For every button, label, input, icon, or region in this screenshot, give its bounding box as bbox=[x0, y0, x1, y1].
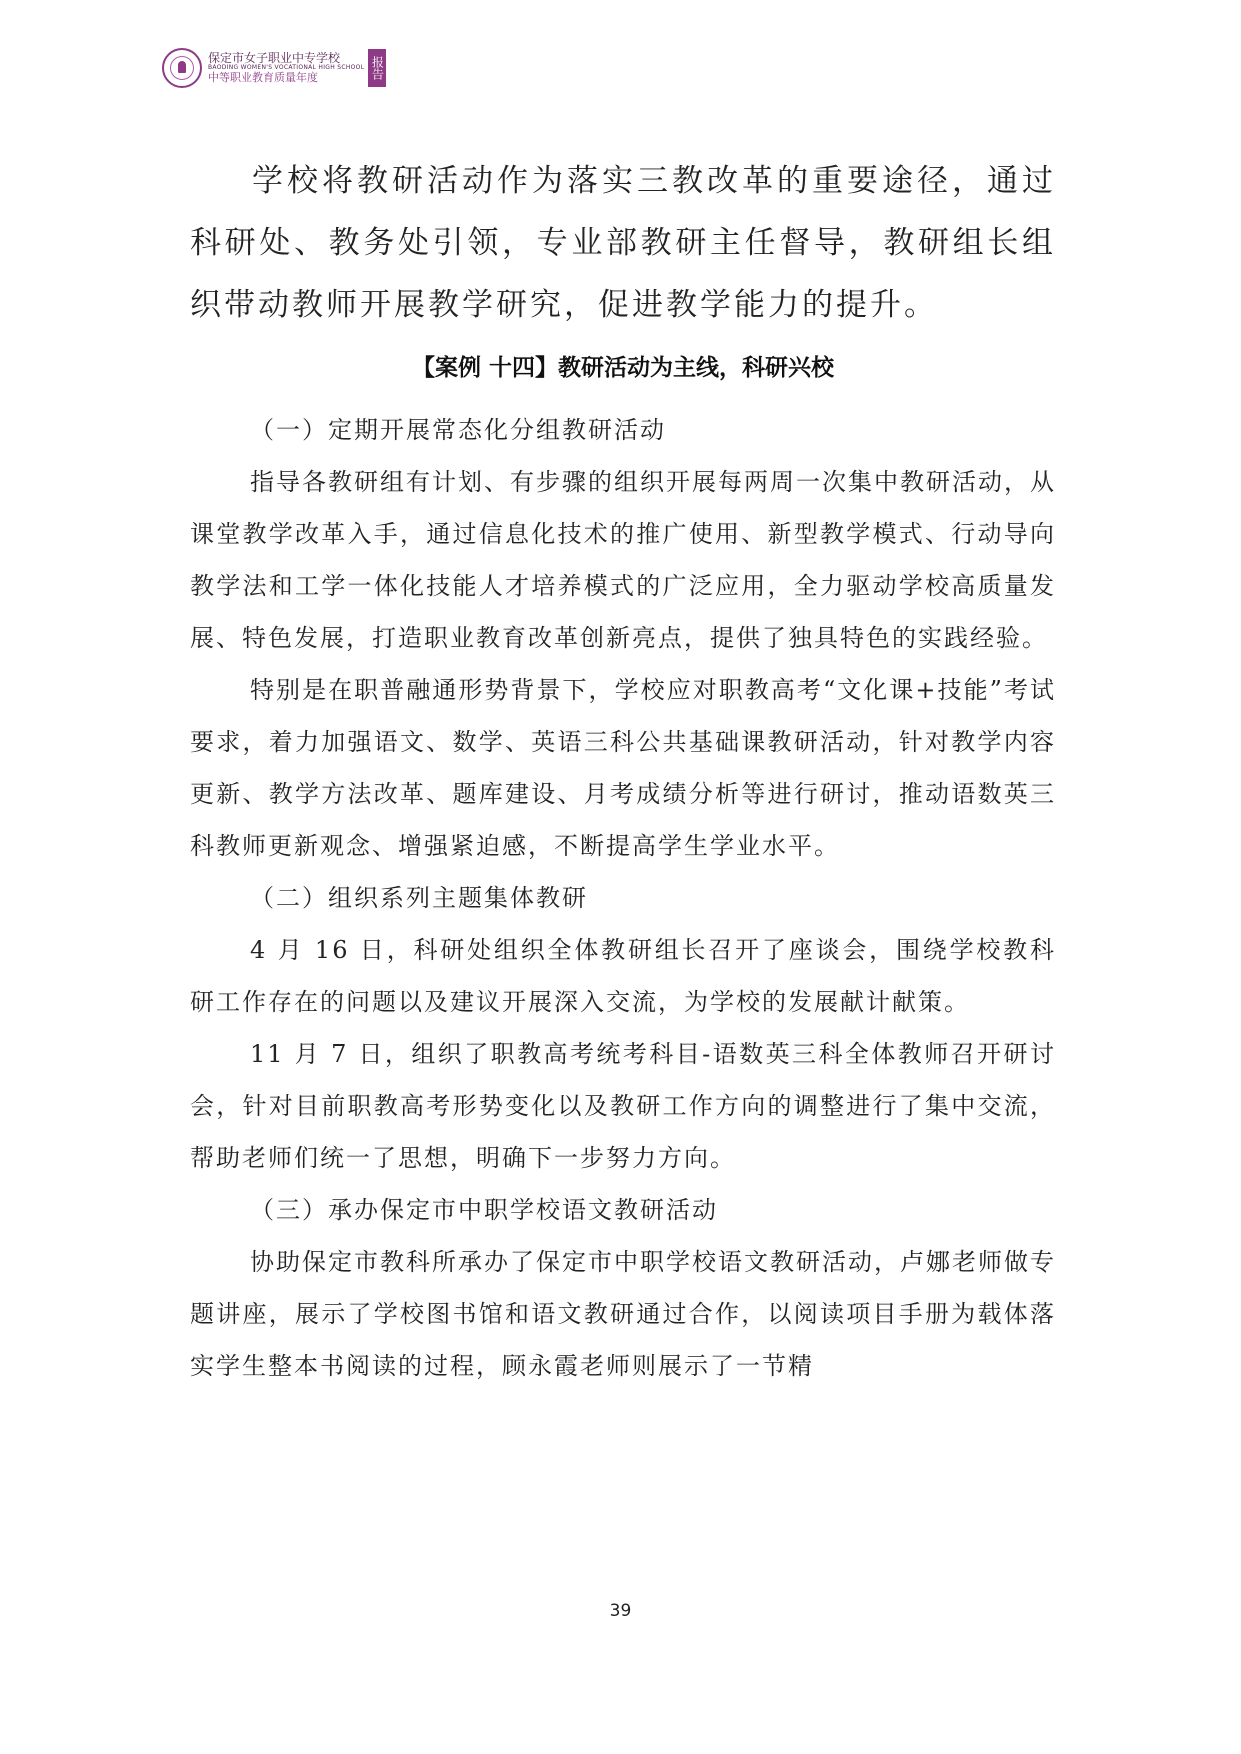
header-text bbox=[208, 52, 364, 84]
case-title: 【案例 十四】教研活动为主线，科研兴校 bbox=[411, 355, 834, 381]
section-heading: （三）承办保定市中职学校语文教研活动 bbox=[250, 1196, 718, 1224]
page-number: 39 bbox=[609, 1601, 632, 1621]
body-paragraph: 4 月 16 日，科研处组织全体教研组长召开了座谈会，围绕学校教科研工作存在的问题以及建议开展深入交流，为学校的发展献计献策。 bbox=[190, 936, 1056, 1016]
body-paragraph: 协助保定市教科所承办了保定市中职学校语文教研活动，卢娜老师做专题讲座，展示了学校图书馆和语文教研通过合作，以阅读项目手册为载体落实学生整本书阅读的过程，顾永霞老师则展示了一节精 bbox=[190, 1248, 1056, 1380]
intro-paragraph: 学校将教研活动作为落实三教改革的重要途径，通过科研处、教务处引领，专业部教研主任督导，教研组长组织带动教师开展教学研究，促进教学能力的提升。 bbox=[190, 163, 1056, 323]
body-paragraph: 特别是在职普融通形势背景下，学校应对职教高考“文化课+技能”考试要求，着力加强语文、数学、英语三科公共基础课教研活动，针对教学内容更新、教学方法改革、题库建设、月考成绩分析等进行研讨，推动语数英三科教师更新观念、增强紧迫感，不断提高学生学业水平。 bbox=[190, 676, 1056, 860]
report-title: 中等职业教育质量年度 bbox=[208, 70, 318, 84]
body-paragraph: 指导各教研组有计划、有步骤的组织开展每两周一次集中教研活动，从课堂教学改革入手，通过信息化技术的推广使用、新型教学模式、行动导向教学法和工学一体化技能人才培养模式的广泛应用，全力驱动学校高质量发展、特色发展，打造职业教育改革创新亮点，提供了独具特色的实践经验。 bbox=[190, 468, 1056, 652]
page-content bbox=[190, 150, 1056, 1392]
page-header bbox=[162, 46, 386, 90]
school-logo-icon bbox=[162, 48, 202, 88]
section-heading: （一）定期开展常态化分组教研活动 bbox=[250, 416, 666, 444]
report-badge: 报告 bbox=[368, 49, 386, 87]
body-paragraph: 11 月 7 日，组织了职教高考统考科目-语数英三科全体教师召开研讨会，针对目前职教高考形势变化以及教研工作方向的调整进行了集中交流，帮助老师们统一了思想，明确下一步努力方向。 bbox=[190, 1040, 1056, 1172]
school-name-en: BAODING WOMEN'S VOCATIONAL HIGH SCHOOL bbox=[208, 64, 365, 72]
section-heading: （二）组织系列主题集体教研 bbox=[250, 884, 588, 912]
school-name: 保定市女子职业中专学校 bbox=[208, 51, 341, 66]
